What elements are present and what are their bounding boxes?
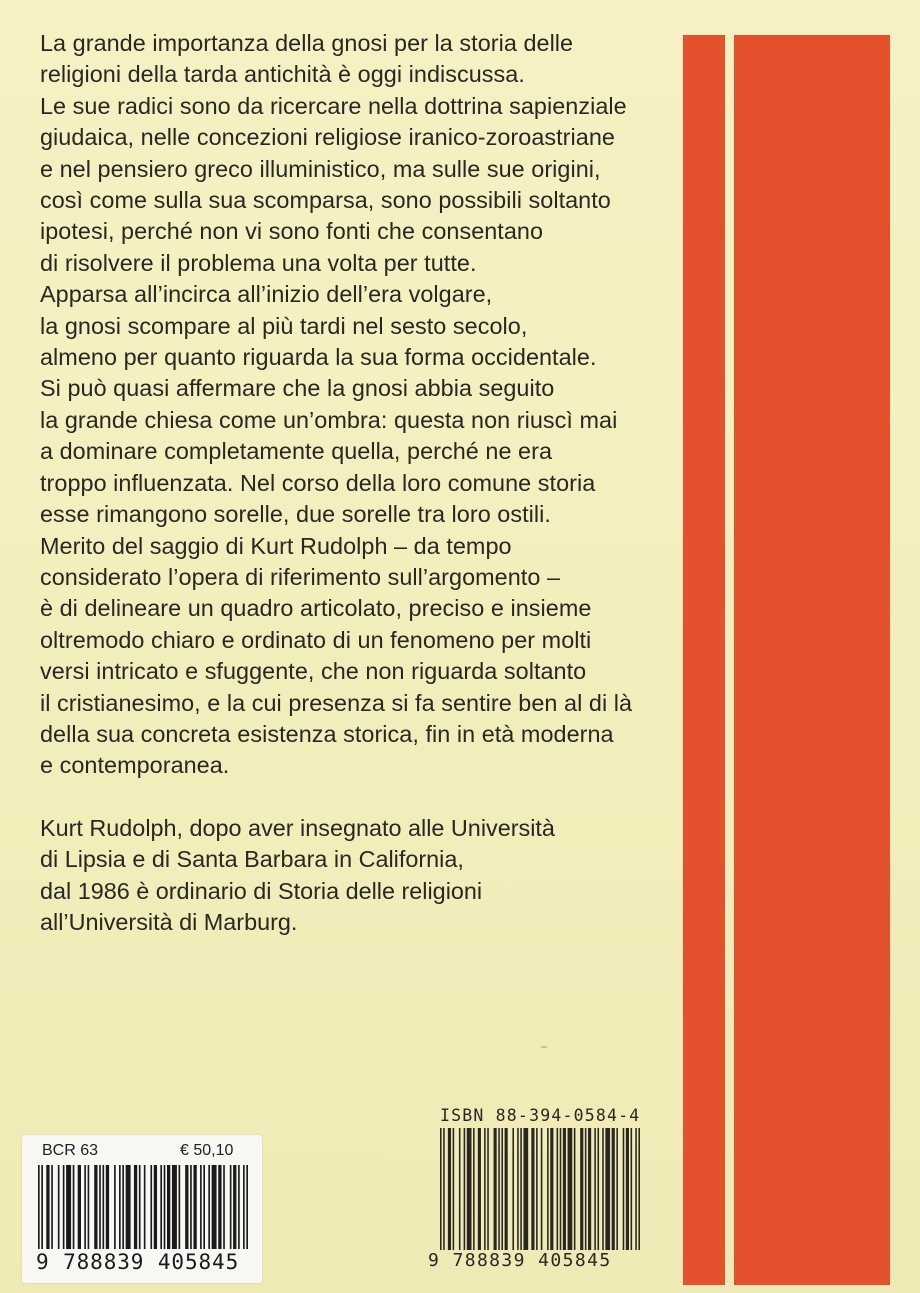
blurb-line: versi intricato e sfuggente, che non riguarda soltanto <box>40 658 587 685</box>
bio-line: Kurt Rudolph, dopo aver insegnato alle Università <box>40 815 555 841</box>
sticker-code: BCR 63 <box>42 1142 99 1159</box>
barcode-bar <box>119 1165 121 1249</box>
barcode-bar <box>574 1128 576 1250</box>
barcode-bar <box>200 1165 202 1249</box>
blurb-line: esse rimangono sorelle, due sorelle tra loro ostili. <box>40 501 551 528</box>
barcode-bar <box>443 1128 445 1250</box>
blurb-line: Merito del saggio di Kurt Rudolph – da tempo <box>40 532 512 559</box>
price-sticker <box>22 1135 262 1283</box>
decorative-stripe-wide <box>734 35 890 1285</box>
barcode-bar <box>243 1165 245 1249</box>
barcode-bar <box>512 1128 514 1250</box>
barcode-bar <box>84 1165 86 1249</box>
blurb-line: è di delineare un quadro articolato, preciso e insieme <box>40 595 592 622</box>
barcode-bar <box>547 1128 549 1250</box>
barcode-bar <box>66 1165 71 1249</box>
barcode-bar <box>38 1165 40 1249</box>
blurb-line: della sua concreta esistenza storica, fin in età moderna <box>40 720 614 747</box>
barcode-bar <box>635 1128 637 1250</box>
barcode-bar <box>541 1128 543 1250</box>
barcode-bar <box>172 1165 177 1249</box>
sticker-barcode <box>38 1165 248 1249</box>
blurb-line: così come sulla sua scomparsa, sono possibili soltanto <box>40 187 611 214</box>
barcode-bar <box>73 1165 75 1249</box>
barcode-bar <box>167 1165 170 1249</box>
print-speck <box>541 1046 547 1048</box>
barcode-bar <box>531 1128 534 1250</box>
barcode-bar <box>448 1128 451 1250</box>
barcode-bar <box>560 1128 562 1250</box>
barcode-bar <box>223 1165 225 1249</box>
blurb-line: La grande importanza della gnosi per la storia delle <box>40 30 574 56</box>
barcode-bar <box>185 1165 188 1249</box>
barcode-bar <box>501 1128 503 1250</box>
barcode-bar <box>473 1128 475 1250</box>
barcode-bar <box>602 1128 604 1250</box>
blurb-line: religioni della tarda antichità è oggi indiscussa. <box>40 61 525 88</box>
barcode-bar <box>51 1165 53 1249</box>
barcode-bar <box>517 1128 519 1250</box>
barcode-bar <box>179 1165 181 1249</box>
blurb-line: di risolvere il problema una volta per tutte. <box>40 249 477 276</box>
barcode-bar <box>494 1128 497 1250</box>
barcode-bar <box>126 1165 131 1249</box>
barcode-bar <box>94 1165 97 1249</box>
blurb-line: almeno per quanto riguarda la sua forma occidentale. <box>40 344 597 371</box>
barcode-bar <box>464 1128 466 1250</box>
barcode-bar <box>487 1128 489 1250</box>
barcode-bar <box>440 1128 442 1250</box>
isbn-barcode <box>440 1128 640 1250</box>
barcode-bar <box>638 1128 640 1250</box>
barcode-bar <box>580 1128 583 1250</box>
barcode-bar <box>612 1128 615 1250</box>
barcode-bar <box>78 1165 81 1249</box>
blurb-line: Le sue radici sono da ricercare nella dottrina sapienziale <box>40 92 627 119</box>
sticker-barcode-digits: 9 788839 405845 <box>36 1250 240 1274</box>
author-bio <box>40 813 680 939</box>
barcode-bar <box>208 1165 210 1249</box>
blurb-line: e contemporanea. <box>40 752 230 779</box>
bio-line: all’Università di Marburg. <box>40 909 298 936</box>
barcode-bar <box>484 1128 486 1250</box>
barcode-bar <box>154 1165 157 1249</box>
barcode-bar <box>616 1128 618 1250</box>
barcode-bar <box>102 1165 104 1249</box>
blurb-line: a dominare completamente quella, perché ne era <box>40 438 553 465</box>
blurb-line: troppo influenzata. Nel corso della loro comune storia <box>40 469 596 496</box>
bio-line: di Lipsia e di Santa Barbara in California, <box>40 846 464 873</box>
barcode-bar <box>99 1165 101 1249</box>
barcode-bar <box>88 1165 90 1249</box>
barcode-bar <box>453 1128 455 1250</box>
barcode-bar <box>41 1165 43 1249</box>
isbn-label: ISBN 88-394-0584-4 <box>440 1106 641 1125</box>
decorative-stripe-narrow <box>683 35 725 1285</box>
barcode-bar <box>550 1128 553 1250</box>
barcode-bar <box>459 1128 461 1250</box>
barcode-bar <box>605 1128 610 1250</box>
barcode-bar <box>134 1165 137 1249</box>
barcode-bar <box>212 1165 217 1249</box>
barcode-bar <box>122 1165 124 1249</box>
blurb-text <box>40 28 680 782</box>
barcode-bar <box>190 1165 192 1249</box>
blurb-line: Si può quasi affermare che la gnosi abbia seguito <box>40 375 555 402</box>
barcode-bar <box>160 1165 162 1249</box>
barcode-bar <box>203 1165 205 1249</box>
barcode-bar <box>46 1165 49 1249</box>
blurb-line: considerato l’opera di riferimento sull’argomento – <box>40 563 561 590</box>
blurb-line: oltremodo chiaro e ordinato di un fenomeno per molti <box>40 626 592 653</box>
barcode-bar <box>150 1165 152 1249</box>
barcode-bar <box>631 1128 633 1250</box>
blurb-line: la gnosi scompare al più tardi nel sesto secolo, <box>40 312 528 339</box>
barcode-bar <box>58 1165 60 1249</box>
barcode-bar <box>594 1128 596 1250</box>
barcode-bar <box>63 1165 65 1249</box>
isbn-barcode-digits: 9 788839 405845 <box>428 1250 612 1271</box>
barcode-bar <box>585 1128 587 1250</box>
barcode-bar <box>139 1165 141 1249</box>
blurb-line: la grande chiesa come un’ombra: questa non riuscì mai <box>40 406 618 433</box>
barcode-bar <box>588 1128 591 1250</box>
barcode-bar <box>164 1165 166 1249</box>
barcode-bar <box>246 1165 248 1249</box>
blurb-line: il cristianesimo, e la cui presenza si fa sentire ben al di là <box>40 689 633 716</box>
barcode-bar <box>568 1128 573 1250</box>
barcode-bar <box>536 1128 538 1250</box>
barcode-bar <box>218 1165 221 1249</box>
barcode-bar <box>114 1165 116 1249</box>
barcode-bar <box>144 1165 146 1249</box>
blurb-line: Apparsa all’incirca all’inizio dell’era volgare, <box>40 281 493 308</box>
blurb-line: e nel pensiero greco illuministico, ma sulle sue origini, <box>40 155 601 182</box>
barcode-bar <box>467 1128 472 1250</box>
bio-line: dal 1986 è ordinario di Storia delle religioni <box>40 877 483 904</box>
blurb-line: giudaica, nelle concezioni religiose iranico-zoroastriane <box>40 124 615 151</box>
barcode-bar <box>233 1165 236 1249</box>
blurb-line: ipotesi, perché non vi sono fonti che consentano <box>40 218 544 245</box>
barcode-bar <box>106 1165 109 1249</box>
barcode-bar <box>478 1128 481 1250</box>
barcode-bar <box>626 1128 629 1250</box>
barcode-bar <box>505 1128 508 1250</box>
barcode-bar <box>563 1128 566 1250</box>
sticker-price: € 50,10 <box>180 1142 234 1159</box>
barcode-bar <box>597 1128 599 1250</box>
barcode-bar <box>498 1128 500 1250</box>
barcode-bar <box>193 1165 196 1249</box>
barcode-bar <box>623 1128 625 1250</box>
barcode-bar <box>557 1128 559 1250</box>
barcode-bar <box>230 1165 232 1249</box>
barcode-bar <box>238 1165 240 1249</box>
barcode-bar <box>523 1128 528 1250</box>
barcode-bar <box>520 1128 522 1250</box>
